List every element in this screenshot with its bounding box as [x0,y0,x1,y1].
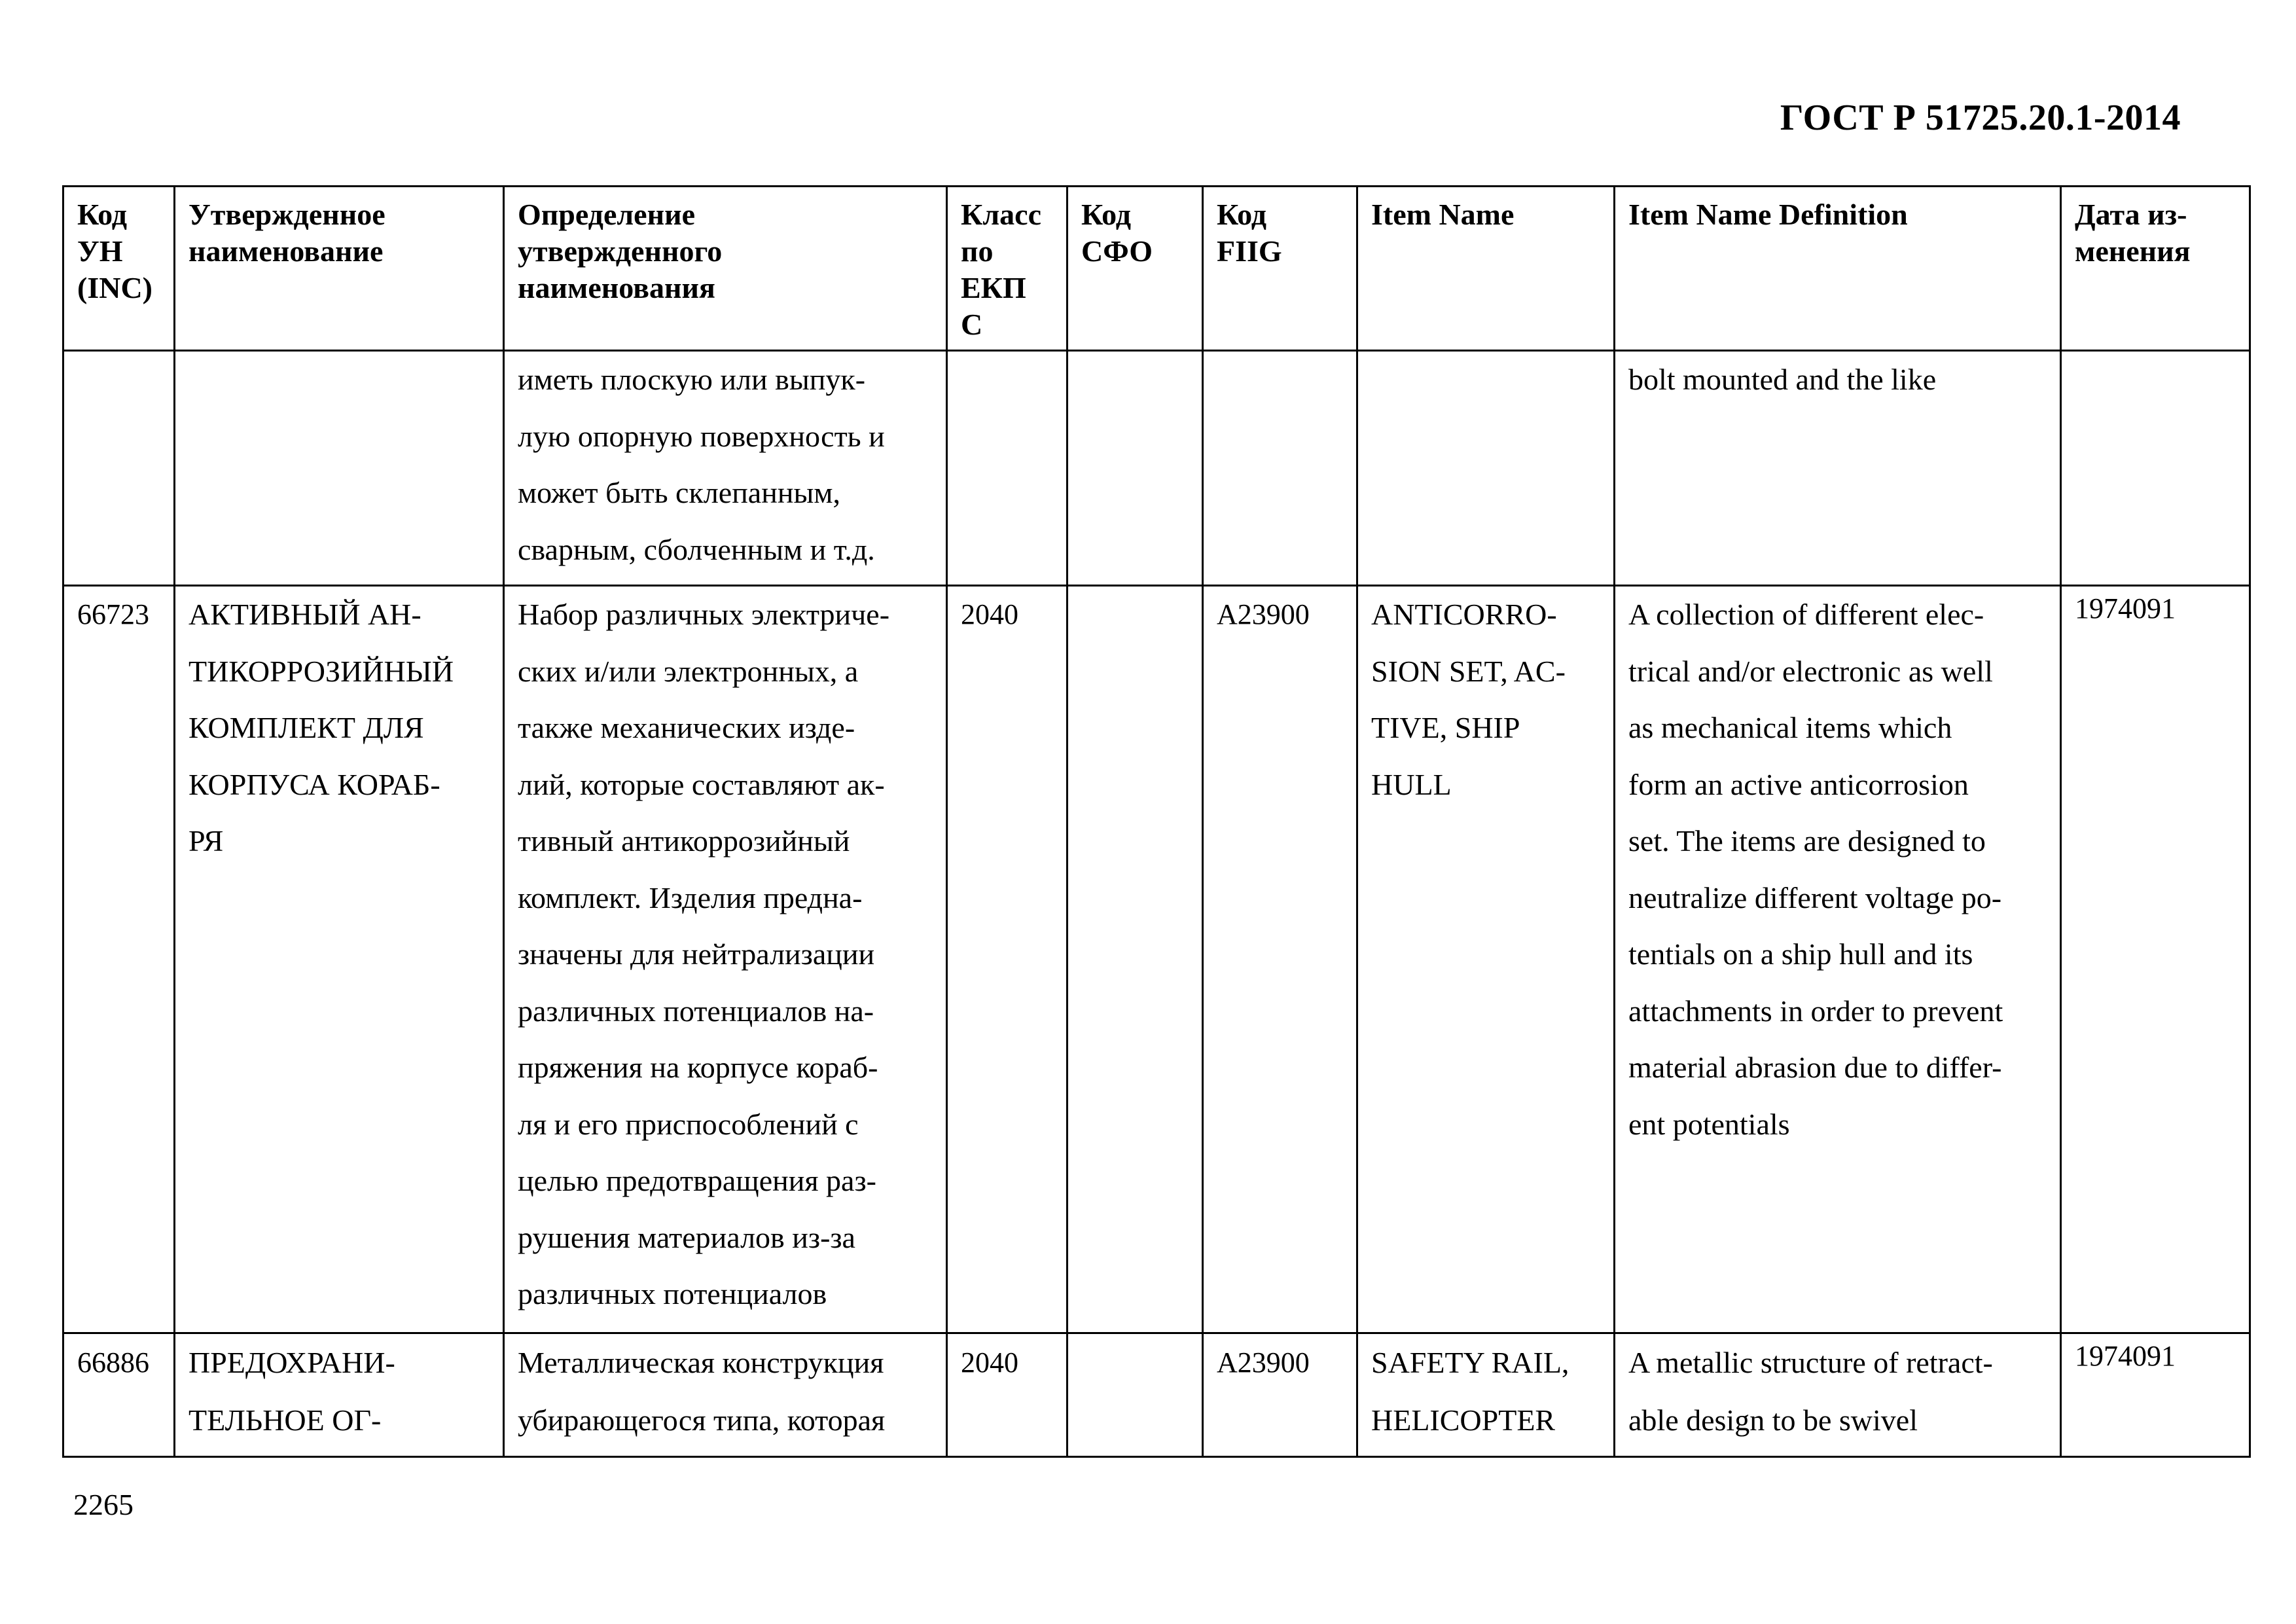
header-class-line: по [961,234,994,268]
cell-line: Набор различных электриче- [518,598,890,631]
table-row [63,351,2250,586]
header-sfo-line: Код [1081,198,1132,231]
cell-line: as mechanical items which [1628,711,1952,744]
cell-line: attachments in order to prevent [1628,994,2003,1028]
cell-definition [504,351,947,586]
cell-line: A23900 [1217,1346,1310,1379]
header-approved-name-line: наименование [188,234,384,268]
cell-line: 2040 [961,1346,1018,1379]
cell-line: сварным, сболченным и т.д. [518,532,875,566]
cell-class [947,586,1067,1333]
cell-inc [63,351,175,586]
cell-line: form an active anticorrosion [1628,767,1969,801]
cell-line: комплект. Изделия предна- [518,880,863,914]
cell-class [947,1333,1067,1457]
header-inc-line: УН [77,234,123,268]
cell-inc [63,586,175,1333]
cell-line: различных потенциалов на- [518,994,874,1028]
cell-line: bolt mounted and the like [1628,363,1937,396]
header-inc-line: (INC) [77,271,152,304]
header-definition-line: наименования [518,271,715,304]
cell-line: лий, которые составляют ак- [518,767,885,801]
header-approved-name [175,187,504,351]
cell-line: тивный антикоррозийный [518,824,850,857]
header-fiig-line: Код [1217,198,1267,231]
header-approved-name-line: Утвержденное [188,198,386,231]
cell-line: ПРЕДОХРАНИ- [188,1346,395,1379]
cell-sfo [1067,1333,1203,1457]
cell-line: КОМПЛЕКТ ДЛЯ [188,711,424,744]
cell-line: иметь плоскую или выпук- [518,363,866,396]
cell-line: A collection of different elec- [1628,598,1984,631]
cell-line: различных потенциалов [518,1277,827,1310]
cell-fiig [1203,586,1357,1333]
cell-sfo [1067,586,1203,1333]
cell-line: set. The items are designed to [1628,824,1986,857]
cell-line: значены для нейтрализации [518,937,875,971]
cell-line: лую опорную поверхность и [518,419,885,453]
header-fiig [1203,187,1357,351]
header-class-line: С [961,308,983,341]
cell-line: 1974091 [2075,1340,2176,1372]
header-change-date-line: менения [2075,234,2191,268]
header-class [947,187,1067,351]
page-number: 2265 [73,1488,134,1521]
cell-line: TIVE, SHIP [1371,711,1520,744]
cell-line: Металлическая конструкция [518,1346,884,1379]
cell-approved-name [175,586,504,1333]
cell-line: SION SET, AC- [1371,654,1566,688]
cell-definition [504,586,947,1333]
header-sfo [1067,187,1203,351]
cell-line: КОРПУСА КОРАБ- [188,767,440,801]
cell-item-name-definition [1615,351,2061,586]
cell-line: material abrasion due to differ- [1628,1051,2002,1084]
cell-line: 66886 [77,1346,149,1379]
cell-approved-name [175,1333,504,1457]
cell-line: пряжения на корпусе кораб- [518,1051,878,1084]
cell-line: ent potentials [1628,1107,1790,1141]
cell-line: trical and/or electronic as well [1628,654,1993,688]
table-row [63,1333,2250,1457]
cell-line: SAFETY RAIL, [1371,1346,1570,1379]
cell-definition [504,1333,947,1457]
cell-fiig [1203,1333,1357,1457]
cell-line: рушения материалов из-за [518,1220,855,1254]
header-definition [504,187,947,351]
header-definition-line: утвержденного [518,234,723,268]
header-definition-line: Определение [518,198,696,231]
header-class-line: ЕКП [961,271,1026,304]
cell-item-name [1357,1333,1615,1457]
cell-change-date [2061,1333,2250,1457]
cell-item-name-definition [1615,1333,2061,1457]
cell-line: HELICOPTER [1371,1403,1556,1437]
table-row [63,586,2250,1333]
cell-line: HULL [1371,767,1452,801]
header-item-name-definition-line: Item Name Definition [1628,198,1908,231]
cell-change-date [2061,586,2250,1333]
header-change-date-line: Дата из- [2075,198,2187,231]
cell-line: ANTICORRO- [1371,598,1557,631]
cell-line: ских и/или электронных, а [518,654,859,688]
header-fiig-line: FIIG [1217,234,1282,268]
cell-change-date [2061,351,2250,586]
catalog-table [62,185,2251,1458]
cell-line: 66723 [77,598,149,630]
cell-line: ТЕЛЬНОЕ ОГ- [188,1403,382,1437]
cell-item-name-definition [1615,586,2061,1333]
cell-line: РЯ [188,824,224,857]
cell-item-name [1357,586,1615,1333]
cell-item-name [1357,351,1615,586]
cell-line: ля и его приспособлений с [518,1107,859,1141]
header-sfo-line: СФО [1081,234,1153,268]
cell-sfo [1067,351,1203,586]
header-item-name-definition [1615,187,2061,351]
document-code: ГОСТ Р 51725.20.1-2014 [1780,98,2181,138]
catalog-table-container [62,185,2249,1458]
header-inc [63,187,175,351]
cell-line: able design to be swivel [1628,1403,1918,1437]
header-inc-line: Код [77,198,128,231]
cell-line: tentials on a ship hull and its [1628,937,1973,971]
header-item-name [1357,187,1615,351]
cell-approved-name [175,351,504,586]
cell-class [947,351,1067,586]
cell-inc [63,1333,175,1457]
cell-line: 1974091 [2075,592,2176,624]
cell-line: убирающегося типа, которая [518,1403,886,1437]
cell-line: АКТИВНЫЙ АН- [188,598,422,631]
table-header-row [63,187,2250,351]
cell-line: A metallic structure of retract- [1628,1346,1993,1379]
cell-line: A23900 [1217,598,1310,630]
cell-line: также механических изде- [518,711,855,744]
cell-line: ТИКОРРОЗИЙНЫЙ [188,654,454,688]
cell-line: может быть склепанным, [518,476,840,509]
header-change-date [2061,187,2250,351]
header-item-name-line: Item Name [1371,198,1515,231]
cell-line: neutralize different voltage po- [1628,880,2002,914]
cell-line: целью предотвращения раз- [518,1164,876,1197]
cell-fiig [1203,351,1357,586]
header-class-line: Класс [961,198,1041,231]
cell-line: 2040 [961,598,1018,630]
